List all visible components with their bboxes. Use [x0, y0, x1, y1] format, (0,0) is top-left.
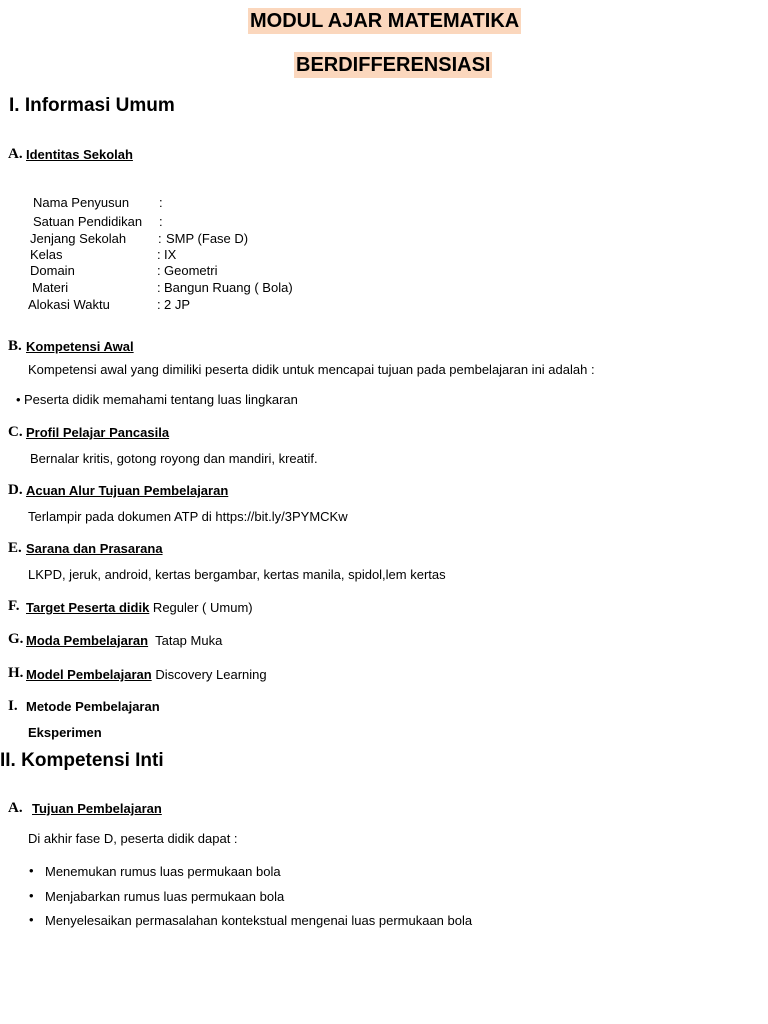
identity-key: Nama Penyusun	[33, 195, 130, 210]
identity-sep: :	[157, 297, 161, 312]
moda-pembelajaran-label: Moda Pembelajaran	[26, 633, 149, 648]
section-1-b-letter: B.	[8, 338, 22, 354]
section-2-heading: II. Kompetensi Inti	[0, 750, 164, 771]
section-1-c-letter: C.	[8, 424, 23, 440]
acuan-alur-text: Terlampir pada dokumen ATP di https://bit.ly/3PYMCKw	[28, 509, 348, 524]
identity-sep: :	[157, 247, 161, 262]
tujuan-pembelajaran-intro: Di akhir fase D, peserta didik dapat :	[28, 831, 238, 846]
model-pembelajaran-value: Discovery Learning	[151, 667, 267, 682]
list-item: Menyelesaikan permasalahan kontekstual mengenai luas permukaan bola	[45, 913, 473, 928]
identity-key: Materi	[32, 280, 69, 295]
metode-pembelajaran-label: Metode Pembelajaran	[26, 699, 160, 714]
section-1-heading: I. Informasi Umum	[9, 95, 175, 116]
sarana-prasarana-label: Sarana dan Prasarana	[26, 541, 163, 556]
identity-key: Alokasi Waktu	[28, 297, 110, 312]
identity-value: 2 JP	[164, 297, 191, 312]
sarana-prasarana-text: LKPD, jeruk, android, kertas bergambar, kertas manila, spidol,lem kertas	[28, 567, 446, 582]
identity-value: SMP (Fase D)	[166, 231, 249, 246]
identitas-sekolah-label: Identitas Sekolah	[26, 147, 133, 162]
identity-sep: :	[159, 195, 163, 210]
section-1-e-letter: E.	[8, 540, 22, 556]
list-item: Menemukan rumus luas permukaan bola	[45, 864, 281, 879]
document-title-line2: BERDIFFERENSIASI	[296, 54, 491, 76]
acuan-alur-label: Acuan Alur Tujuan Pembelajaran	[26, 483, 229, 498]
bullet-icon: •	[16, 392, 21, 407]
kompetensi-awal-label: Kompetensi Awal	[26, 339, 134, 354]
model-pembelajaran-line	[26, 666, 267, 684]
identity-sep: :	[157, 280, 161, 295]
model-pembelajaran-label: Model Pembelajaran	[26, 667, 152, 682]
list-item: Menjabarkan rumus luas permukaan bola	[45, 889, 285, 904]
identity-value: Bangun Ruang ( Bola)	[164, 280, 293, 295]
section-1-d-letter: D.	[8, 482, 23, 498]
moda-pembelajaran-value: Tatap Muka	[148, 633, 223, 648]
section-1-f-letter: F.	[8, 598, 20, 614]
section-1-i-letter: I.	[8, 698, 18, 714]
bullet-icon: •	[29, 912, 34, 927]
section-1-h-letter: H.	[8, 665, 24, 681]
bullet-icon: •	[29, 863, 34, 878]
bullet-icon: •	[29, 888, 34, 903]
identity-key: Satuan Pendidikan	[33, 214, 143, 229]
identity-sep: :	[157, 263, 161, 278]
metode-pembelajaran-value: Eksperimen	[28, 725, 102, 740]
moda-pembelajaran-line	[26, 632, 222, 650]
identity-sep: :	[158, 231, 162, 246]
section-2-a-letter: A.	[8, 800, 23, 816]
profil-pelajar-label: Profil Pelajar Pancasila	[26, 425, 170, 440]
identity-key: Domain	[30, 263, 75, 278]
target-peserta-line	[26, 599, 253, 617]
target-peserta-label: Target Peserta didik	[26, 600, 150, 615]
identity-key: Jenjang Sekolah	[30, 231, 127, 246]
identity-sep: :	[159, 214, 163, 229]
identity-value: IX	[164, 247, 177, 262]
tujuan-pembelajaran-label: Tujuan Pembelajaran	[32, 801, 162, 816]
profil-pelajar-text: Bernalar kritis, gotong royong dan mandiri, kreatif.	[30, 451, 318, 466]
target-peserta-value: Reguler ( Umum)	[149, 600, 253, 615]
section-1-a-letter: A.	[8, 146, 23, 162]
identity-value: Geometri	[164, 263, 218, 278]
kompetensi-awal-text: Kompetensi awal yang dimiliki peserta didik untuk mencapai tujuan pada pembelajaran ini adalah :	[28, 362, 595, 377]
section-1-g-letter: G.	[8, 631, 24, 647]
identity-key: Kelas	[30, 247, 63, 262]
document-title-line1: MODUL AJAR MATEMATIKA	[250, 10, 520, 32]
kompetensi-awal-bullet: Peserta didik memahami tentang luas lingkaran	[24, 392, 298, 407]
